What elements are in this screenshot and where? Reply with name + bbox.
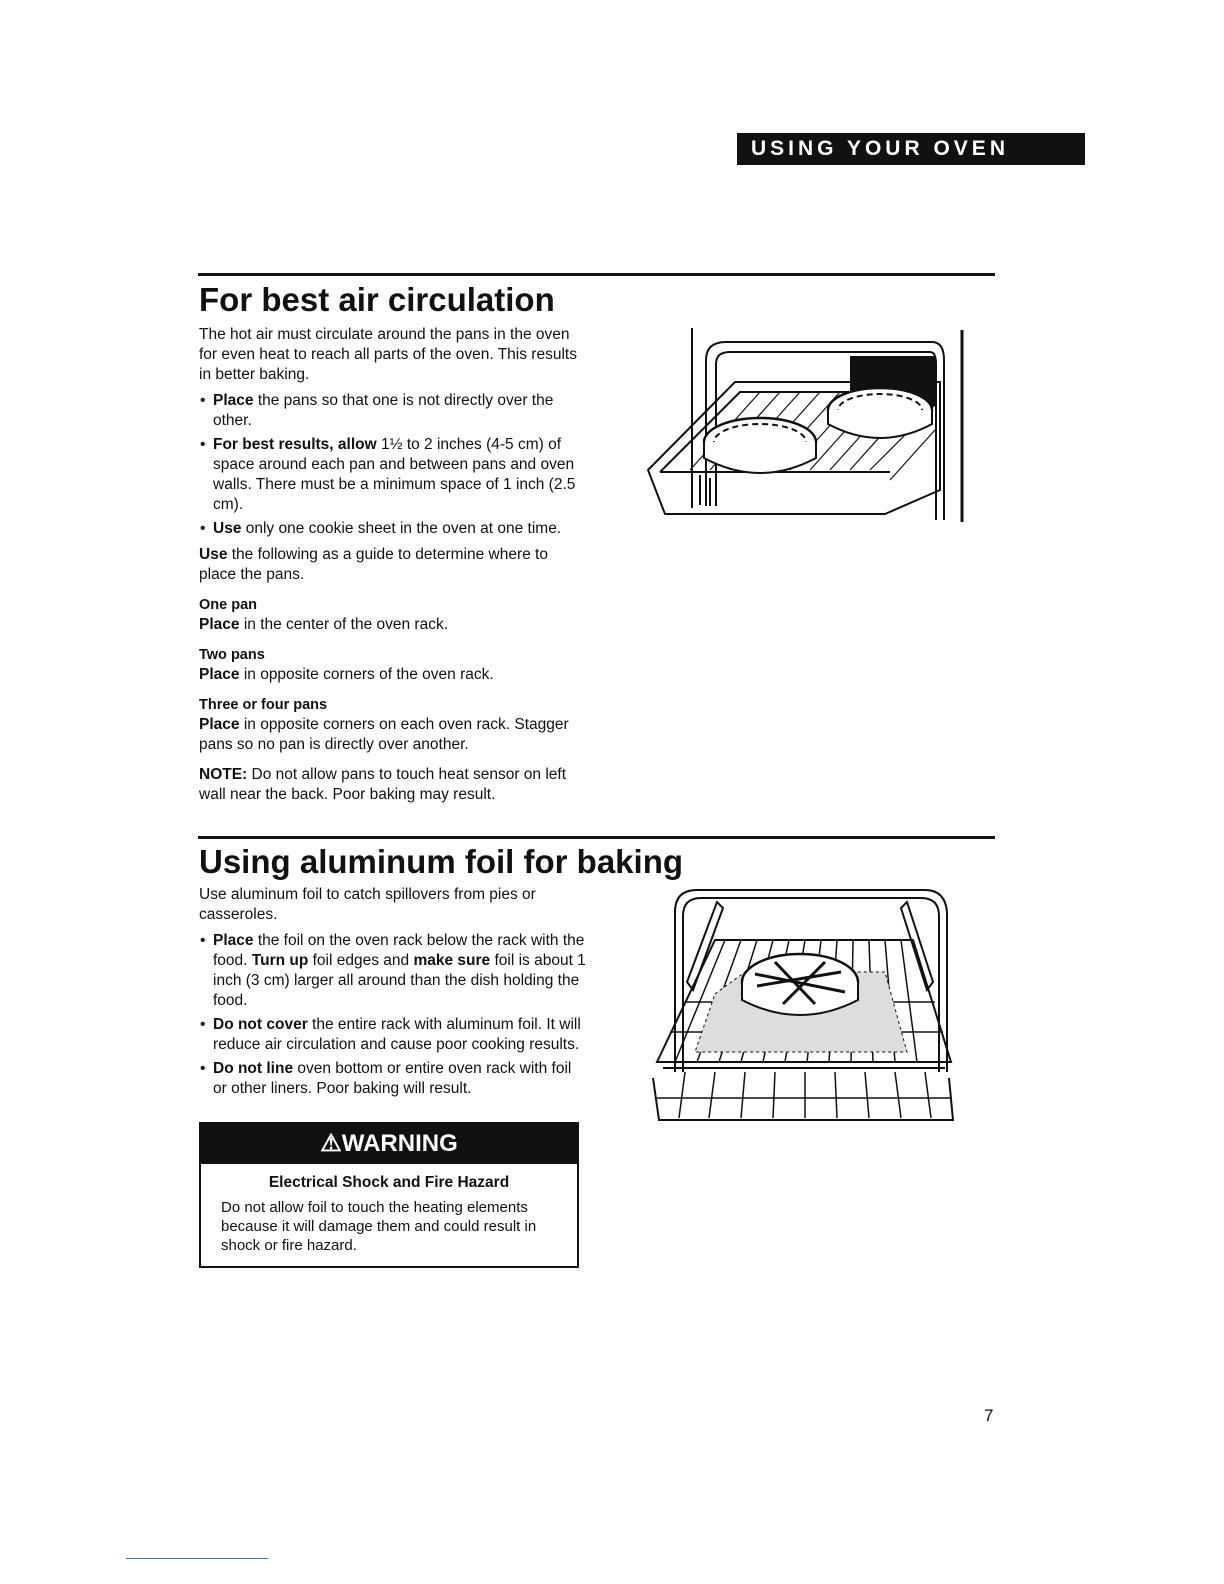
section-rule xyxy=(198,836,995,839)
section-rule xyxy=(198,273,995,276)
case-heading-three-four-pans: Three or four pans xyxy=(199,697,328,713)
list-item: • Place the pans so that one is not directly over the other. xyxy=(199,391,589,431)
warning-label: WARNING xyxy=(341,1130,458,1157)
warning-header xyxy=(201,1124,577,1164)
warning-box xyxy=(199,1122,579,1268)
foil-tips-list xyxy=(199,931,589,1099)
section-title-aluminum-foil: Using aluminum foil for baking xyxy=(199,843,684,880)
list-item: • Do not cover the entire rack with aluminum foil. It will reduce air circulation and cause poor cooking results. xyxy=(199,1015,589,1055)
section-header-tab: USING YOUR OVEN xyxy=(737,133,1085,165)
case-text: Place in the center of the oven rack. xyxy=(199,616,449,633)
intro-paragraph: The hot air must circulate around the pans in the oven for even heat to reach all parts of the oven. This results in better baking. xyxy=(199,326,577,383)
case-heading-two-pans: Two pans xyxy=(199,647,265,663)
list-item: • Do not line oven bottom or entire oven rack with foil or other liners. Poor baking will result. xyxy=(199,1059,589,1099)
footer-divider xyxy=(126,1558,268,1559)
warning-body: Do not allow foil to touch the heating elements because it will damage them and could result in shock or fire hazard. xyxy=(221,1199,537,1254)
list-item: • Use only one cookie sheet in the oven at one time. xyxy=(199,519,589,539)
air-circulation-text xyxy=(199,325,589,811)
warning-triangle-icon: ⚠ xyxy=(320,1130,342,1157)
case-text: Place in opposite corners on each oven rack. Stagger pans so no pan is directly over another. xyxy=(199,716,569,753)
warning-title: Electrical Shock and Fire Hazard xyxy=(268,1174,510,1191)
case-text: Place in opposite corners of the oven rack. xyxy=(199,666,494,683)
case-heading-one-pan: One pan xyxy=(199,597,258,613)
page-number: 7 xyxy=(984,1406,994,1425)
list-item: • For best results, allow 1½ to 2 inches (4-5 cm) of space around each pan and between pans and oven walls. There must be a minimum space of 1 inch (2.5 cm). xyxy=(199,435,589,515)
intro-paragraph: Use aluminum foil to catch spillovers from pies or casseroles. xyxy=(199,886,536,923)
section-title-air-circulation: For best air circulation xyxy=(199,281,555,318)
guide-paragraph: Use the following as a guide to determine where to place the pans. xyxy=(199,546,548,583)
oven-rack-two-pans-illustration xyxy=(640,320,980,530)
aluminum-foil-text xyxy=(199,885,589,1105)
note-paragraph: NOTE: Do not allow pans to touch heat sensor on left wall near the back. Poor baking may result. xyxy=(199,766,567,803)
list-item: • Place the foil on the oven rack below the rack with the food. Turn up foil edges and make sure foil is about 1 inch (3 cm) larger all around than the dish holding the food. xyxy=(199,931,589,1011)
tips-list xyxy=(199,391,589,539)
oven-rack-pie-foil-illustration xyxy=(645,882,960,1122)
